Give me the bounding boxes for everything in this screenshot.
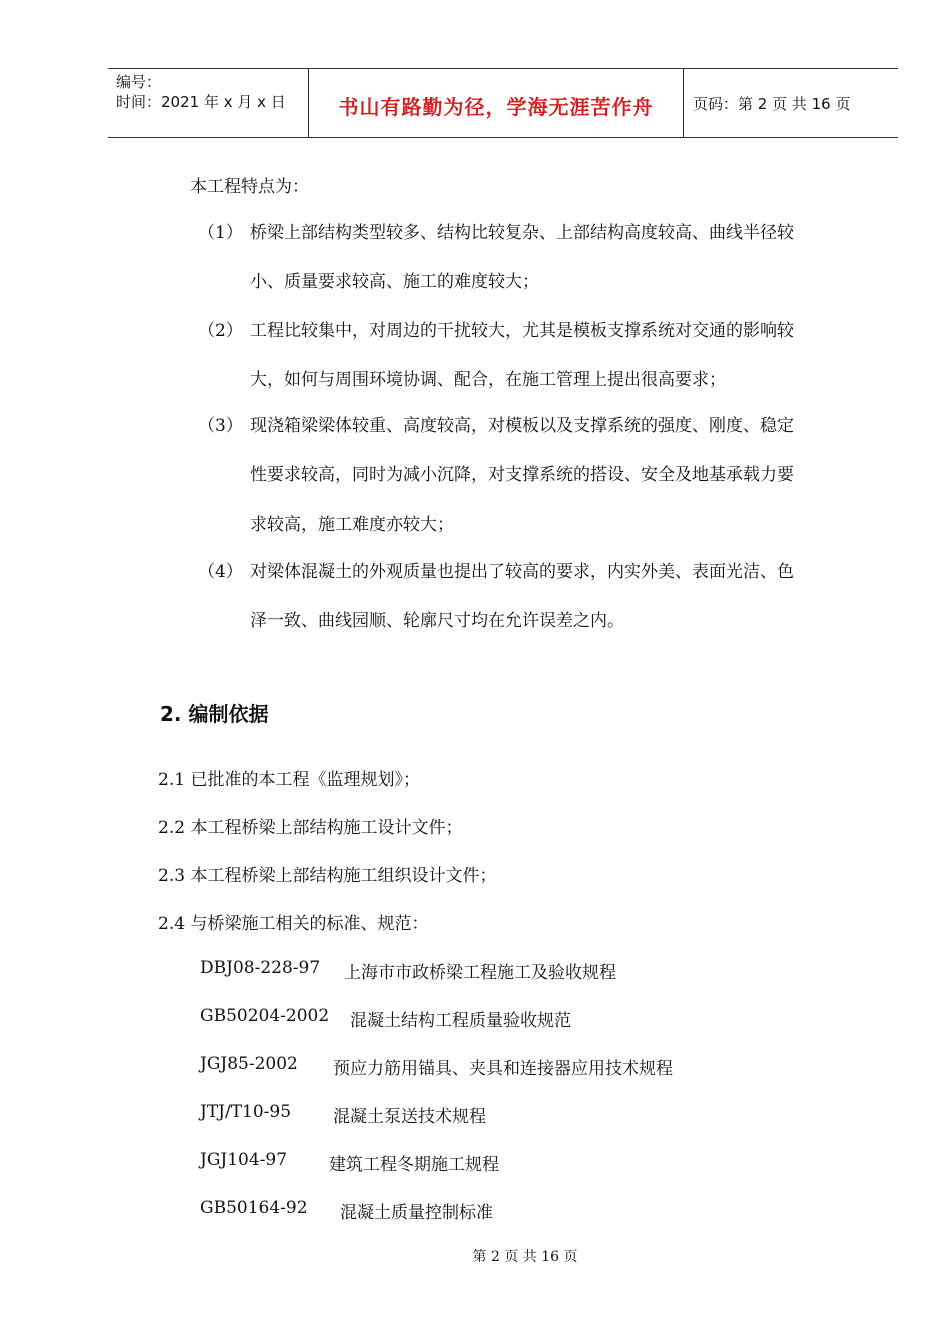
- standard-code: JGJ85-2002: [200, 1054, 298, 1074]
- item-line: 桥梁上部结构类型较多、结构比较复杂、上部结构高度较高、曲线半径较: [250, 223, 794, 243]
- standard-name: 建筑工程冬期施工规程: [329, 1155, 499, 1175]
- header-page-cell: [683, 69, 898, 137]
- basis-item: 2.4 与桥梁施工相关的标准、规范：: [158, 914, 429, 934]
- item-line: 求较高，施工难度亦较大；: [250, 515, 454, 535]
- standard-name: 混凝土泵送技术规程: [333, 1107, 486, 1127]
- item-line: 现浇箱梁梁体较重、高度较高，对模板以及支撑系统的强度、刚度、稳定: [250, 416, 794, 436]
- standard-name: 混凝土质量控制标准: [340, 1203, 493, 1223]
- item-line: 泽一致、曲线园顺、轮廓尺寸均在允许误差之内。: [250, 611, 624, 631]
- standard-code: JTJ/T10-95: [200, 1102, 292, 1122]
- number-label: 编号：: [116, 73, 162, 91]
- header-left-cell: [108, 69, 308, 137]
- page-footer: 第 2 页 共 16 页: [472, 1249, 578, 1265]
- item-line: 小、质量要求较高、施工的难度较大；: [250, 272, 539, 292]
- standard-code: GB50204-2002: [200, 1006, 330, 1026]
- item-line: 对梁体混凝土的外观质量也提出了较高的要求，内实外美、表面光洁、色: [250, 562, 794, 582]
- motto: 书山有路勤为径，学海无涯苦作舟: [338, 95, 654, 119]
- time-label: 时间：2021 年 x 月 x 日: [116, 93, 286, 111]
- item-line: 工程比较集中，对周边的干扰较大，尤其是模板支撑系统对交通的影响较: [250, 321, 794, 341]
- standard-code: JGJ104-97: [200, 1150, 288, 1170]
- header-table: [108, 68, 898, 138]
- intro-text: 本工程特点为：: [190, 177, 309, 197]
- item-number: （4）: [198, 562, 243, 582]
- standard-name: 上海市市政桥梁工程施工及验收规程: [344, 963, 616, 983]
- basis-item: 2.3 本工程桥梁上部结构施工组织设计文件；: [158, 866, 497, 886]
- page-info: 页码：第 2 页 共 16 页: [693, 95, 851, 113]
- item-number: （2）: [198, 321, 243, 341]
- item-number: （1）: [198, 223, 243, 243]
- item-line: 性要求较高，同时为减小沉降，对支撑系统的搭设、安全及地基承载力要: [250, 465, 794, 485]
- basis-item: 2.1 已批准的本工程《监理规划》；: [158, 770, 420, 790]
- basis-item: 2.2 本工程桥梁上部结构施工设计文件；: [158, 818, 463, 838]
- section-title: 2. 编制依据: [160, 702, 269, 726]
- standard-code: GB50164-92: [200, 1198, 308, 1218]
- standard-name: 混凝土结构工程质量验收规范: [350, 1011, 571, 1031]
- item-number: （3）: [198, 416, 243, 436]
- header-motto-cell: [308, 69, 684, 137]
- standard-name: 预应力筋用锚具、夹具和连接器应用技术规程: [333, 1059, 673, 1079]
- standard-code: DBJ08-228-97: [200, 958, 321, 978]
- item-line: 大，如何与周围环境协调、配合，在施工管理上提出很高要求；: [250, 370, 726, 390]
